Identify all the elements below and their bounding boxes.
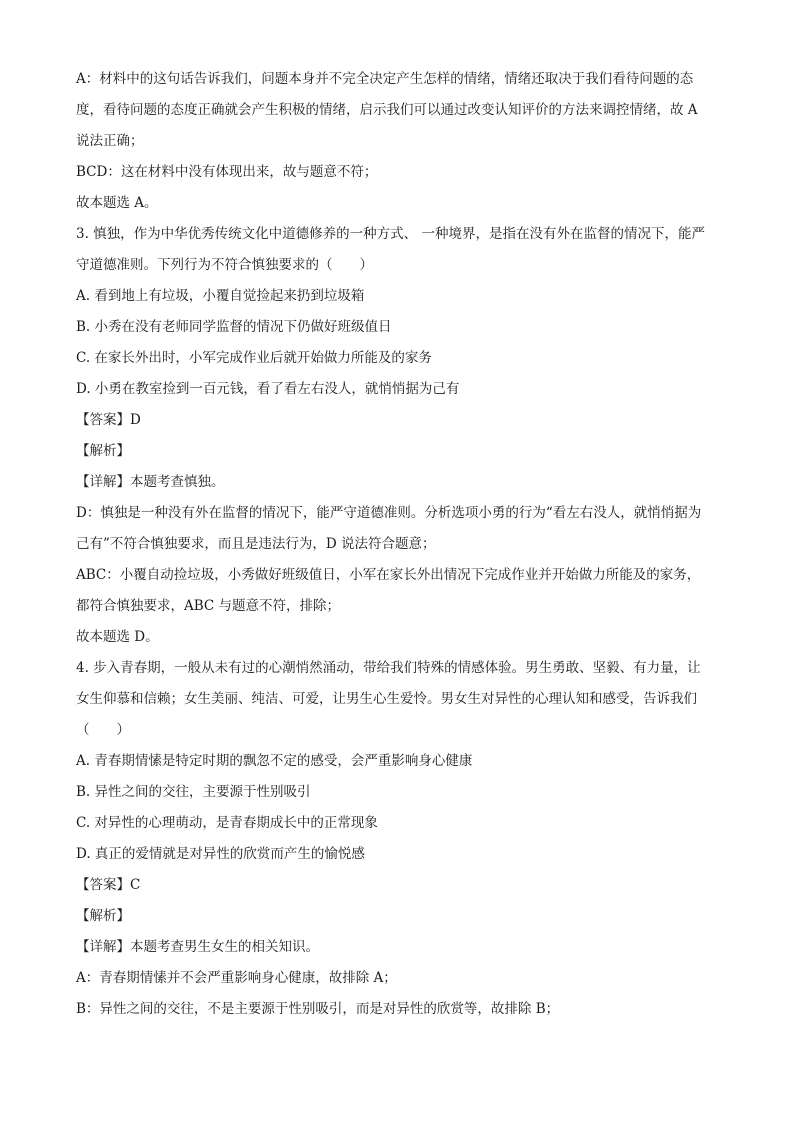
detail-label: 【详解】本题考查慎独。 xyxy=(76,474,225,490)
option-b: B. 小秀在没有老师同学监督的情况下仍做好班级值日 xyxy=(76,319,392,335)
document-page xyxy=(76,64,726,1025)
option-c: C. 对异性的心理萌动，是青春期成长中的正常现象 xyxy=(76,815,378,831)
text-line: A：材料中的这句话告诉我们，问题本身并不完全决定产生怎样的情绪，情绪还取决于我们看待问题的态 xyxy=(76,71,694,87)
question-stem: 守道德准则。下列行为不符合慎独要求的（ ） xyxy=(76,257,373,273)
analysis-label: 【解析】 xyxy=(76,908,130,924)
question-stem: 3. 慎独，作为中华优秀传统文化中道德修养的一种方式、 一种境界，是指在没有外在监督的情况下，能严 xyxy=(76,226,705,242)
option-c: C. 在家长外出时，小军完成作业后就开始做力所能及的家务 xyxy=(76,350,432,366)
text-line: 己有”不符合慎独要求，而且是违法行为，D 说法符合题意； xyxy=(76,536,436,552)
text-line: BCD：这在材料中没有体现出来，故与题意不符； xyxy=(76,164,378,180)
answer-label: 【答案】C xyxy=(76,877,141,893)
text-line: D：慎独是一种没有外在监督的情况下，能严守道德准则。分析选项小勇的行为“看左右没人，就悄悄据为 xyxy=(76,505,702,521)
text-line: 说法正确； xyxy=(76,133,144,149)
text-line: A：青春期情愫并不会严重影响身心健康，故排除 A； xyxy=(76,970,397,986)
text-line: ABC：小覆自动捡垃圾，小秀做好班级值日，小军在家长外出情况下完成作业并开始做力所能及的家务， xyxy=(76,567,701,583)
text-line: 故本题选 D。 xyxy=(76,629,159,645)
option-a: A. 青春期情愫是特定时期的飘忽不定的感受，会严重影响身心健康 xyxy=(76,753,473,769)
question-stem: 4. 步入青春期，一般从未有过的心潮悄然涌动，带给我们特殊的情感体验。男生勇敢、坚毅、有力量，让 xyxy=(76,660,701,676)
answer-label: 【答案】D xyxy=(76,412,141,428)
text-line: B：异性之间的交往，不是主要源于性别吸引，而是对异性的欣赏等，故排除 B； xyxy=(76,1001,560,1017)
option-d: D. 真正的爱情就是对异性的欣赏而产生的愉悦感 xyxy=(76,846,365,862)
option-b: B. 异性之间的交往，主要源于性别吸引 xyxy=(76,784,311,800)
analysis-label: 【解析】 xyxy=(76,443,130,459)
question-stem: 女生仰慕和信赖；女生美丽、纯洁、可爱，让男生心生爱怜。男女生对异性的心理认知和感受，告诉我们 xyxy=(76,691,697,707)
text-line: 故本题选 A。 xyxy=(76,195,158,211)
text-line: 度，看待问题的态度正确就会产生积极的情绪，启示我们可以通过改变认知评价的方法来调控情绪，故 A xyxy=(76,102,698,118)
detail-label: 【详解】本题考查男生女生的相关知识。 xyxy=(76,939,319,955)
option-a: A. 看到地上有垃圾，小覆自觉捡起来扔到垃圾箱 xyxy=(76,288,365,304)
option-d: D. 小勇在教室捡到一百元钱，看了看左右没人，就悄悄据为己有 xyxy=(76,381,460,397)
text-line: 都符合慎独要求，ABC 与题意不符，排除； xyxy=(76,598,341,614)
question-stem: （ ） xyxy=(76,722,130,738)
